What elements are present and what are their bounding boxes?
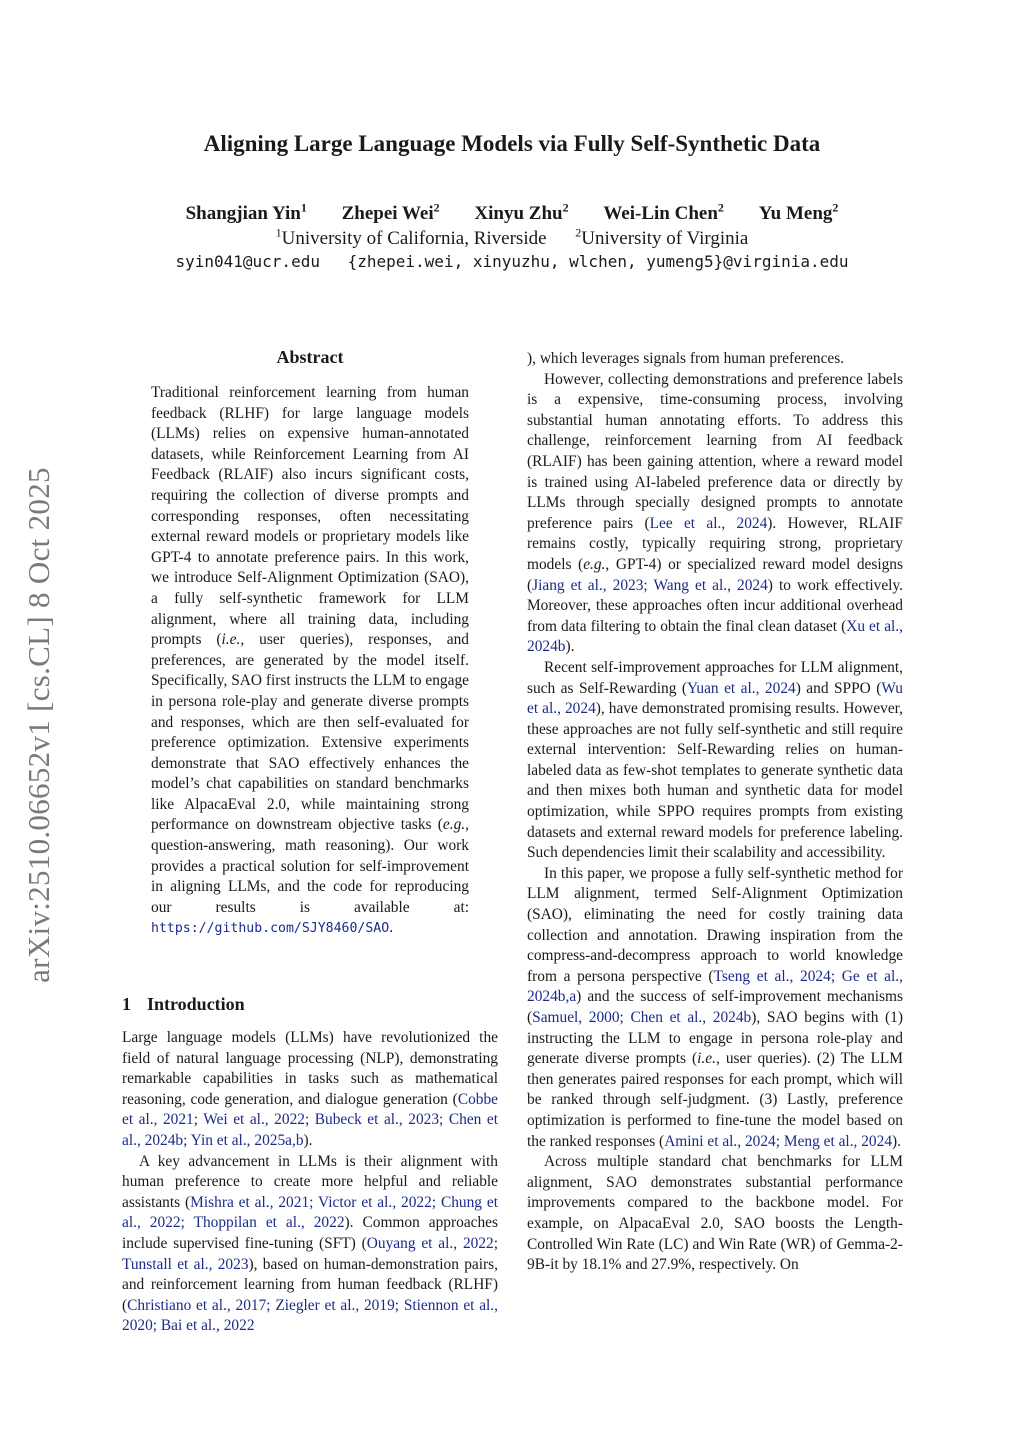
introduction-right-column	[527, 349, 903, 1276]
author: Wei-Lin Chen$^2$	[603, 201, 724, 225]
paper-title: Aligning Large Language Models via Fully Self-Synthetic Data	[203, 131, 821, 156]
section-heading-introduction	[122, 994, 245, 1015]
abstract-heading: Abstract	[276, 347, 344, 367]
affiliation: $^1$University of California, Riverside	[275, 226, 547, 250]
abstract-text: Traditional reinforcement learning from human feedback (RLHF) for large language models (LLMs) relies on expensive human-annotated datasets, while Reinforcement Learning from AI Feedback (RLAIF) also incurs significant costs, requiring the collection of diverse prompts and corresponding responses, often necessitating external reward models or proprietary models like GPT-4 to annotate preference pairs. In this work, we introduce Self-Alignment Optimization (SAO), a fully self-synthetic framework for LLM alignment, where all training data, including prompts (i.e., user queries), responses, and preferences, are generated by the model itself. Specifically, SAO first instructs the LLM to engage in persona role-play and generate diverse prompts and responses, which are then self-evaluated for preference optimization. Extensive experiments demonstrate that SAO effectively enhances the model’s chat capabilities on standard benchmarks like AlpacaEval 2.0, while maintaining strong performance on downstream objective tasks (e.g., question-answering, math reasoning). Our work provides a practical solution for self-improvement in aligning LLMs, and the code for reproducing our results is available at: https://github.com/SJY8460/SAO.	[151, 384, 469, 937]
paragraph: However, collecting demonstrations and preference labels is a expensive, time-consuming process, involving substantial human annotating efforts. To address this challenge, reinforcement learning from AI feedback (RLAIF) has been gaining attention, where a reward model is trained using AI-labeled preference data or directly by LLMs through specially designed prompts to annotate preference pairs (Lee et al., 2024). However, RLAIF remains costly, typically requiring strong, proprietary models (e.g., GPT-4) or specialized reward model designs (Jiang et al., 2023; Wang et al., 2024) to work effectively. Moreover, these approaches often incur additional overhead from data filtering to obtain the final clean dataset (Xu et al., 2024b).	[527, 370, 903, 656]
code-repo-link[interactable]: https://github.com/SJY8460/SAO	[151, 921, 390, 937]
email-list	[0, 252, 1024, 271]
author: Yu Meng$^2$	[758, 201, 839, 225]
email: {zhepei.wei, xinyuzhu, wlchen, yumeng5}@virginia.edu	[347, 252, 849, 271]
arxiv-sidebar-identifier	[14, 435, 64, 1015]
email: syin041@ucr.edu	[175, 252, 320, 271]
paragraph: A key advancement in LLMs is their alignment with human preference to create more helpful and reliable assistants (Mishra et al., 2021; Victor et al., 2022; Chung et al., 2022; Thoppilan et al., 2022). Common approaches include supervised fine-tuning (SFT) (Ouyang et al., 2022; Tunstall et al., 2023), based on human-demonstration pairs, and reinforcement learning from human feedback (RLHF) (Christiano et al., 2017; Ziegler et al., 2019; Stiennon et al., 2020; Bai et al., 2022	[122, 1152, 498, 1335]
citation[interactable]: Amini et al., 2024; Meng et al., 2024	[664, 1132, 893, 1150]
paragraph: ), which leverages signals from human preferences.	[527, 350, 845, 367]
section-title: Introduction	[147, 994, 245, 1014]
citation[interactable]: Lee et al., 2024	[649, 514, 768, 532]
paragraph: In this paper, we propose a fully self-synthetic method for LLM alignment, termed Self-Alignment Optimization (SAO), eliminating the need for costly training data collection and annotation. Drawing inspiration from the compress-and-decompress approach to world knowledge from a persona perspective (Tseng et al., 2024; Ge et al., 2024b,a) and the success of self-improvement mechanisms (Samuel, 2000; Chen et al., 2024b), SAO begins with (1) instructing the LLM to engage in persona role-play and generate diverse prompts (i.e., user queries). (2) The LLM then generates paired responses for each prompt, which will be ranked through self-judgment. (3) Lastly, preference optimization is performed to fine-tune the model based on the ranked responses (Amini et al., 2024; Meng et al., 2024).	[527, 864, 903, 1150]
citation[interactable]: Ouyang et al., 2022; Tunstall et al., 2023	[122, 1234, 498, 1273]
introduction-left-column	[122, 1028, 498, 1337]
author: Zhepei Wei$^2$	[341, 201, 440, 225]
arxiv-id-text: arXiv:2510.06652v1 [cs.CL] 8 Oct 2025	[21, 467, 56, 983]
affiliation: $^2$University of Virginia	[575, 226, 749, 250]
paragraph: Large language models (LLMs) have revolutionized the field of natural language processing (NLP), demonstrating remarkable capabilities in tasks such as mathematical reasoning, code generation, and dialogue generation (Cobbe et al., 2021; Wei et al., 2022; Bubeck et al., 2023; Chen et al., 2024b; Yin et al., 2025a,b).	[122, 1029, 498, 1149]
citation[interactable]: Tseng et al., 2024; Ge et al., 2024b,a	[527, 967, 903, 1006]
affiliation-list	[0, 226, 1024, 250]
section-number: 1	[122, 994, 131, 1014]
citation[interactable]: Yuan et al., 2024	[687, 679, 796, 697]
paragraph: Recent self-improvement approaches for LLM alignment, such as Self-Rewarding (Yuan et al., 2024) and SPPO (Wu et al., 2024), have demonstrated promising results. However, these approaches are not fully self-synthetic and still require external intervention: Self-Rewarding relies on human-labeled data as few-shot templates to generate synthetic data and then mixes both human and synthetic data for model optimization, while SPPO requires prompts from existing datasets and external reward models for preference labeling. Such dependencies limit their scalability and accessibility.	[527, 658, 904, 862]
citation[interactable]: Samuel, 2000; Chen et al., 2024b	[532, 1009, 752, 1026]
citation[interactable]: Wu et al., 2024	[527, 679, 903, 718]
citation[interactable]: Xu et al., 2024b	[527, 617, 903, 656]
author: Shangjian Yin$^1$	[185, 201, 307, 225]
citation[interactable]: Christiano et al., 2017; Ziegler et al., 2019; Stiennon et al., 2020; Bai et al., 2022	[122, 1296, 498, 1335]
citation[interactable]: Jiang et al., 2023; Wang et al., 2024	[532, 576, 768, 594]
paragraph: Across multiple standard chat benchmarks for LLM alignment, SAO demonstrates substantial performance improvements compared to the backbone model. For example, on AlpacaEval 2.0, SAO boosts the Length-Controlled Win Rate (LC) and Win Rate (WR) of Gemma-2-9B-it by 18.1% and 27.9%, respectively. On	[527, 1153, 903, 1274]
citation[interactable]: Mishra et al., 2021; Victor et al., 2022; Chung et al., 2022; Thoppilan et al., 2022	[122, 1193, 498, 1232]
citation[interactable]: Cobbe et al., 2021; Wei et al., 2022; Bubeck et al., 2023; Chen et al., 2024b; Yin et al., 2025a,b	[122, 1090, 498, 1149]
author: Xinyu Zhu$^2$	[474, 201, 569, 225]
author-list	[0, 201, 1024, 225]
